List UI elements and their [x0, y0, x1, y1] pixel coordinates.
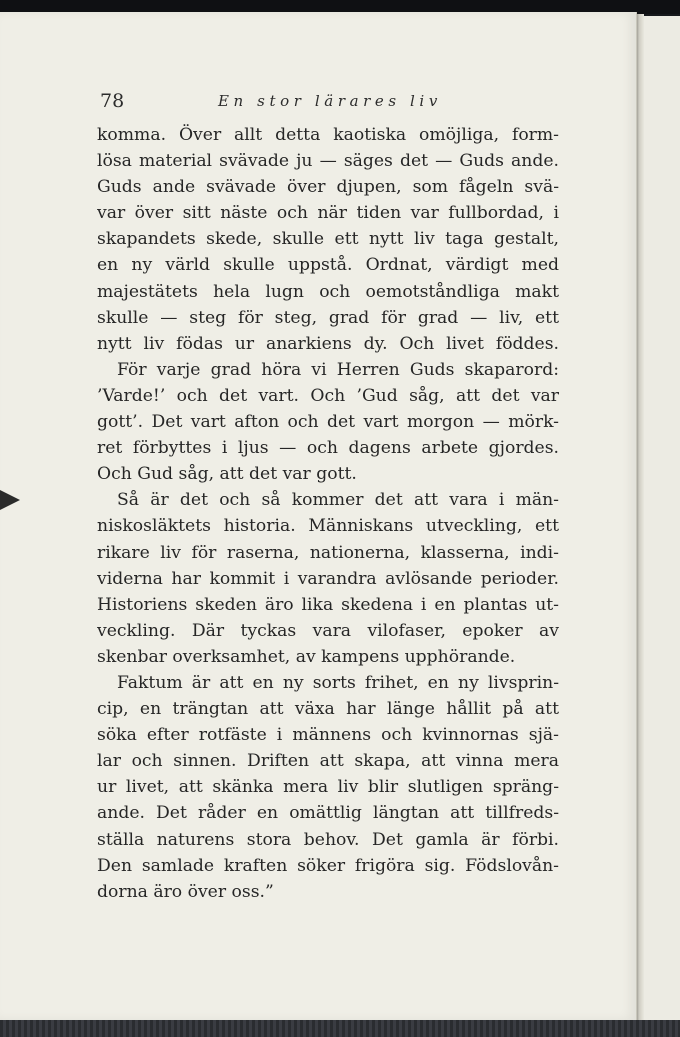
text-line: dorna äro över oss.”	[97, 881, 274, 902]
text-line: Och Gud såg, att det var gott.	[97, 464, 357, 485]
body-text	[97, 122, 559, 905]
text-line: majestätets hela lugn och oemotståndliga makt	[97, 281, 559, 302]
text-line: ande. Det råder en omättlig längtan att tillfreds-	[97, 803, 559, 824]
page-number: 78	[100, 90, 125, 112]
text-line: lar och sinnen. Driften att skapa, att vinna mera	[97, 751, 559, 772]
text-line: ret förbyttes i ljus — och dagens arbete gjordes.	[97, 438, 559, 459]
running-header	[100, 90, 560, 114]
text-line: cip, en trängtan att växa har länge hållit på att	[97, 699, 559, 720]
text-line: skulle — steg för steg, grad för grad — liv, ett	[97, 307, 559, 328]
text-line: rikare liv för raserna, nationerna, klasserna, indi-	[97, 542, 559, 563]
text-line: Historiens skeden äro lika skedena i en plantas ut-	[97, 594, 559, 615]
text-line: veckling. Där tyckas vara vilofaser, epoker av	[97, 620, 559, 641]
text-line: en ny värld skulle uppstå. Ordnat, värdigt med	[97, 255, 559, 276]
text-line: ur livet, att skänka mera liv blir slutligen spräng-	[97, 777, 559, 798]
text-line: komma. Över allt detta kaotiska omöjliga, form-	[97, 125, 559, 145]
text-line: ’Varde!’ och det vart. Och ’Gud såg, att det var	[97, 385, 559, 406]
text-line: skapandets skede, skulle ett nytt liv taga gestalt,	[97, 229, 559, 250]
binding-mark	[0, 490, 20, 510]
text-line: För varje grad höra vi Herren Guds skaparord:	[117, 359, 559, 380]
text-line: Faktum är att en ny sorts frihet, en ny livsprin-	[117, 672, 559, 693]
text-line: Den samlade kraften söker frigöra sig. Födslovån-	[97, 855, 559, 876]
running-title: En stor lärares liv	[218, 92, 442, 110]
text-line: ställa naturens stora behov. Det gamla är förbi.	[97, 829, 559, 850]
text-line: gott’. Det vart afton och det vart morgon — mörk-	[97, 412, 559, 433]
text-line: niskosläktets historia. Människans utveckling, ett	[97, 516, 559, 537]
text-line: söka efter rotfäste i männens och kvinnornas sjä-	[97, 725, 559, 746]
text-line: var över sitt näste och när tiden var fullbordad, i	[97, 203, 559, 224]
text-line: Så är det och så kommer det att vara i män-	[117, 490, 559, 511]
text-line: viderna har kommit i varandra avlösande perioder.	[97, 568, 559, 589]
book-gutter	[636, 14, 644, 1022]
text-line: lösa material svävade ju — säges det — Guds ande.	[97, 151, 559, 172]
text-line: nytt liv födas ur anarkiens dy. Och livet föddes.	[97, 333, 559, 354]
facing-page-edge	[644, 16, 680, 1022]
text-line: skenbar overksamhet, av kampens upphörande.	[97, 646, 516, 667]
text-line: Guds ande svävade över djupen, som fågeln svä-	[97, 177, 559, 198]
bottom-scan-border	[0, 1020, 680, 1037]
